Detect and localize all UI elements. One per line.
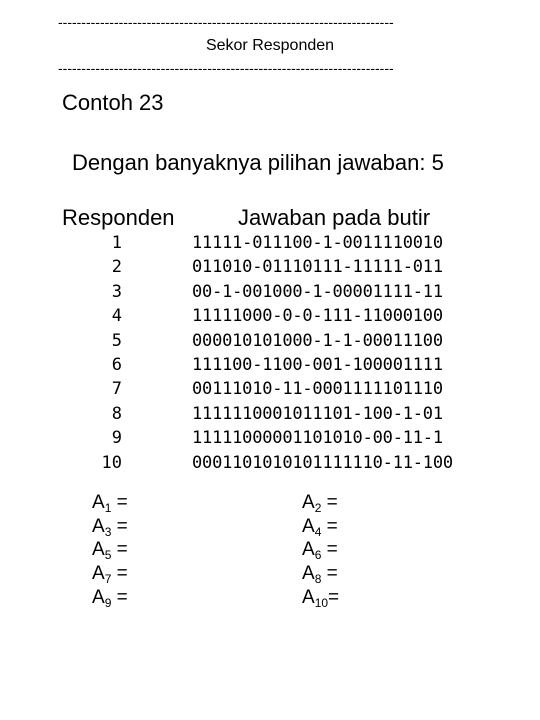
example-title: Contoh 23 <box>62 90 164 115</box>
score-equals: = <box>111 586 128 608</box>
score-subscript: 9 <box>104 595 112 610</box>
answer-string: 00-1-001000-1-00001111-11 <box>192 281 443 302</box>
respondent-number: 7 <box>111 379 122 400</box>
answer-string: 00111010-11-0001111101110 <box>192 379 443 400</box>
answer-string: 1111110001011101-100-1-01 <box>192 403 443 424</box>
score-label <box>302 516 338 539</box>
score-equals: = <box>321 515 338 537</box>
column-header-answers: Jawaban pada butir <box>238 205 431 230</box>
respondent-number: 8 <box>111 403 122 424</box>
respondent-number: 10 <box>101 452 122 473</box>
score-subscript: 8 <box>314 572 322 587</box>
column-header-respondent: Responden <box>62 205 175 230</box>
score-letter: A <box>92 586 105 608</box>
score-subscript: 4 <box>314 524 322 539</box>
answer-string: 000010101000-1-1-00011100 <box>192 330 443 351</box>
respondent-number: 9 <box>111 428 122 449</box>
respondent-number: 5 <box>111 330 122 351</box>
score-label <box>92 587 128 610</box>
score-letter: A <box>302 539 315 561</box>
score-subscript: 6 <box>314 548 322 563</box>
answer-string: 111100-1100-001-100001111 <box>192 355 443 375</box>
page-header-title: Sekor Responden <box>205 37 335 54</box>
answer-string: 11111000-0-0-111-11000100 <box>192 306 443 327</box>
score-letter: A <box>302 492 315 513</box>
header-rule-bottom: ------------------------------------------------------------------------ <box>58 60 394 76</box>
score-label <box>92 563 128 586</box>
score-subscript: 10 <box>314 595 329 610</box>
answer-string: 011010-01110111-11111-011 <box>192 257 443 278</box>
score-label <box>302 492 338 515</box>
score-subscript: 2 <box>314 501 322 515</box>
score-equals: = <box>321 563 338 585</box>
score-subscript: 7 <box>104 572 112 587</box>
score-letter: A <box>302 563 315 585</box>
score-label <box>92 492 128 515</box>
score-equals: = <box>321 492 338 513</box>
score-equals: = <box>111 563 128 585</box>
score-label <box>92 516 128 539</box>
header-rule-top: ------------------------------------------------------------------------ <box>58 14 394 30</box>
score-label <box>302 587 339 610</box>
score-subscript: 1 <box>104 501 112 515</box>
respondent-number: 2 <box>111 257 122 278</box>
score-label <box>302 563 338 586</box>
score-subscript: 5 <box>104 548 112 563</box>
answer-string: 11111-011100-1-0011110010 <box>192 233 443 253</box>
score-letter: A <box>92 539 105 561</box>
respondent-number: 3 <box>111 281 122 302</box>
score-equals: = <box>111 539 128 561</box>
respondent-number: 1 <box>111 233 122 253</box>
score-label <box>302 539 338 562</box>
answer-string: 11111000001101010-00-11-1 <box>192 428 443 449</box>
score-equals: = <box>321 539 338 561</box>
respondent-number: 6 <box>111 355 122 375</box>
score-label <box>92 539 128 562</box>
answer-string: 0001101010101111110-11-100 <box>192 452 453 473</box>
score-equals: = <box>111 515 128 537</box>
score-letter: A <box>302 515 315 537</box>
score-equals: = <box>111 492 128 513</box>
score-letter: A <box>92 563 105 585</box>
score-letter: A <box>92 515 105 537</box>
score-equals: = <box>328 586 340 608</box>
score-letter: A <box>302 586 315 608</box>
score-letter: A <box>92 492 105 513</box>
subtitle: Dengan banyaknya pilihan jawaban: 5 <box>72 150 444 175</box>
score-subscript: 3 <box>104 524 112 539</box>
respondent-number: 4 <box>111 306 122 327</box>
